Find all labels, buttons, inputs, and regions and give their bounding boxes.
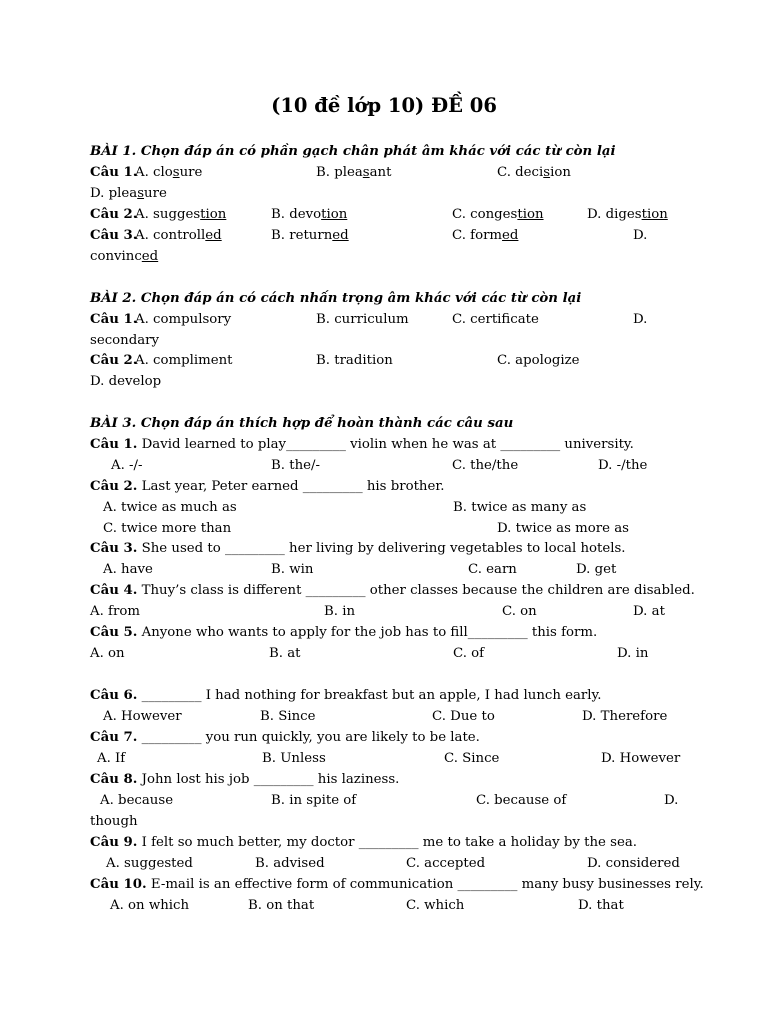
- b3-q5-option-b: B. at: [269, 646, 301, 661]
- b3-q8-option-b: B. in spite of: [271, 793, 357, 808]
- b3-q10-option-c: C. which: [406, 898, 465, 913]
- b3-q4-stem: [90, 582, 695, 600]
- b2-q1-option-d: secondary: [90, 333, 160, 348]
- b3-q7-option-c: C. Since: [444, 751, 500, 766]
- question-text: _________ I had nothing for breakfast but an apple, I had lunch early.: [141, 688, 602, 703]
- b1-q1-option-d: D. pleasure: [90, 186, 167, 201]
- b3-q5-option-d: D. in: [617, 646, 649, 661]
- b1-q2-option-d: D. digestion: [587, 207, 668, 222]
- b1-q2-option-a: A. suggestion: [135, 207, 227, 222]
- b3-q1-stem: [90, 436, 634, 454]
- b2-q2-stem: [90, 352, 137, 370]
- b3-q10-stem: [90, 876, 704, 894]
- question-label: Câu 9.: [90, 835, 138, 850]
- b3-q1-option-b: B. the/-: [271, 458, 320, 473]
- b1-q2-option-b: B. devotion: [271, 207, 348, 222]
- b3-q6-option-c: C. Due to: [432, 709, 495, 724]
- b3-q5-option-c: C. of: [453, 646, 485, 661]
- question-text: She used to _________ her living by delivering vegetables to local hotels.: [141, 541, 626, 556]
- question-label: Câu 1.: [90, 312, 138, 327]
- b1-q2-stem: [90, 206, 137, 224]
- b3-q9-option-c: C. accepted: [406, 856, 486, 871]
- b3-q10-option-b: B. on that: [248, 898, 315, 913]
- question-label: Câu 6.: [90, 688, 138, 703]
- b3-q2-option-a: A. twice as much as: [103, 500, 237, 515]
- b3-q3-option-a: A. have: [103, 562, 153, 577]
- b2-q2-option-c: C. apologize: [497, 353, 580, 368]
- b3-q8-option-d: though: [90, 814, 138, 829]
- b1-q2-option-c: C. congestion: [452, 207, 544, 222]
- b3-q3-option-d: D. get: [576, 562, 617, 577]
- b3-q7-option-d: D. However: [601, 751, 681, 766]
- b2-q1-option-d-letter: D.: [633, 312, 648, 327]
- b3-q4-option-d: D. at: [633, 604, 665, 619]
- b3-q6-option-a: A. However: [103, 709, 182, 724]
- b1-q1-option-b: B. pleasant: [316, 165, 392, 180]
- b3-q7-option-a: A. If: [97, 751, 126, 766]
- question-label: Câu 1.: [90, 437, 138, 452]
- b3-q2-option-c: C. twice more than: [103, 521, 232, 536]
- question-text: I felt so much better, my doctor _________ me to take a holiday by the sea.: [141, 835, 637, 850]
- b1-q1-stem: [90, 164, 137, 182]
- section-2-heading: BÀI 2. Chọn đáp án có cách nhấn trọng âm khác với các từ còn lại: [90, 291, 582, 306]
- question-text: Last year, Peter earned _________ his brother.: [141, 479, 445, 494]
- b3-q9-stem: [90, 834, 637, 852]
- question-label: Câu 10.: [90, 877, 147, 892]
- b3-q6-option-d: D. Therefore: [582, 709, 668, 724]
- b3-q5-stem: [90, 624, 597, 642]
- b1-q1-option-a: A. closure: [135, 165, 203, 180]
- b2-q2-option-d: D. develop: [90, 374, 162, 389]
- b1-q3-stem: [90, 227, 137, 245]
- page-title: (10 đề lớp 10) ĐỀ 06: [271, 94, 497, 117]
- b3-q1-option-c: C. the/the: [452, 458, 519, 473]
- b3-q4-option-b: B. in: [324, 604, 356, 619]
- b2-q2-option-a: A. compliment: [135, 353, 233, 368]
- b2-q1-option-b: B. curriculum: [316, 312, 409, 327]
- section-1-heading: BÀI 1. Chọn đáp án có phần gạch chân phát âm khác với các từ còn lại: [90, 144, 616, 159]
- b3-q8-stem: [90, 771, 399, 789]
- b2-q1-option-c: C. certificate: [452, 312, 539, 327]
- question-label: Câu 2.: [90, 207, 138, 222]
- b3-q8-option-a: A. because: [100, 793, 174, 808]
- b3-q8-option-c: C. because of: [476, 793, 567, 808]
- b3-q8-option-d-letter: D.: [664, 793, 679, 808]
- question-label: Câu 1.: [90, 165, 138, 180]
- question-text: John lost his job _________ his laziness.: [141, 772, 400, 787]
- b3-q3-option-c: C. earn: [468, 562, 517, 577]
- b1-q3-option-d: convinced: [90, 249, 159, 264]
- b3-q3-option-b: B. win: [271, 562, 314, 577]
- question-text: David learned to play_________ violin when he was at _________ university.: [141, 437, 634, 452]
- question-label: Câu 2.: [90, 353, 138, 368]
- question-text: _________ you run quickly, you are likely to be late.: [141, 730, 480, 745]
- b3-q4-option-a: A. from: [90, 604, 140, 619]
- b3-q7-option-b: B. Unless: [262, 751, 326, 766]
- b2-q1-stem: [90, 311, 137, 329]
- b3-q7-stem: [90, 729, 480, 747]
- b2-q1-option-a: A. compulsory: [135, 312, 232, 327]
- question-label: Câu 7.: [90, 730, 138, 745]
- question-text: Anyone who wants to apply for the job has to fill_________ this form.: [141, 625, 598, 640]
- question-label: Câu 8.: [90, 772, 138, 787]
- b3-q2-option-d: D. twice as more as: [497, 521, 629, 536]
- b3-q4-option-c: C. on: [502, 604, 537, 619]
- b3-q10-option-d: D. that: [578, 898, 624, 913]
- question-label: Câu 3.: [90, 228, 138, 243]
- b3-q5-option-a: A. on: [90, 646, 125, 661]
- b2-q2-option-b: B. tradition: [316, 353, 393, 368]
- b3-q6-stem: [90, 687, 602, 705]
- b3-q2-option-b: B. twice as many as: [453, 500, 587, 515]
- b3-q6-option-b: B. Since: [260, 709, 316, 724]
- b3-q10-option-a: A. on which: [110, 898, 190, 913]
- question-label: Câu 4.: [90, 583, 138, 598]
- section-3-heading: BÀI 3. Chọn đáp án thích hợp để hoàn thành các câu sau: [90, 416, 514, 431]
- question-text: E-mail is an effective form of communication _________ many busy businesses rely.: [150, 877, 704, 892]
- b1-q3-option-a: A. controlled: [135, 228, 222, 243]
- b1-q3-option-c: C. formed: [452, 228, 519, 243]
- b1-q3-option-b: B. returned: [271, 228, 349, 243]
- b3-q1-option-a: A. -/-: [111, 458, 143, 473]
- question-label: Câu 3.: [90, 541, 138, 556]
- b3-q1-option-d: D. -/the: [598, 458, 648, 473]
- b3-q3-stem: [90, 540, 626, 558]
- b3-q9-option-a: A. suggested: [106, 856, 193, 871]
- b3-q9-option-d: D. considered: [587, 856, 680, 871]
- question-text: Thuy’s class is different _________ other classes because the children are disabled.: [141, 583, 695, 598]
- b3-q9-option-b: B. advised: [255, 856, 325, 871]
- b1-q1-option-c: C. decision: [497, 165, 571, 180]
- question-label: Câu 2.: [90, 479, 138, 494]
- b1-q3-option-d-letter: D.: [633, 228, 648, 243]
- b3-q2-stem: [90, 478, 444, 496]
- question-label: Câu 5.: [90, 625, 138, 640]
